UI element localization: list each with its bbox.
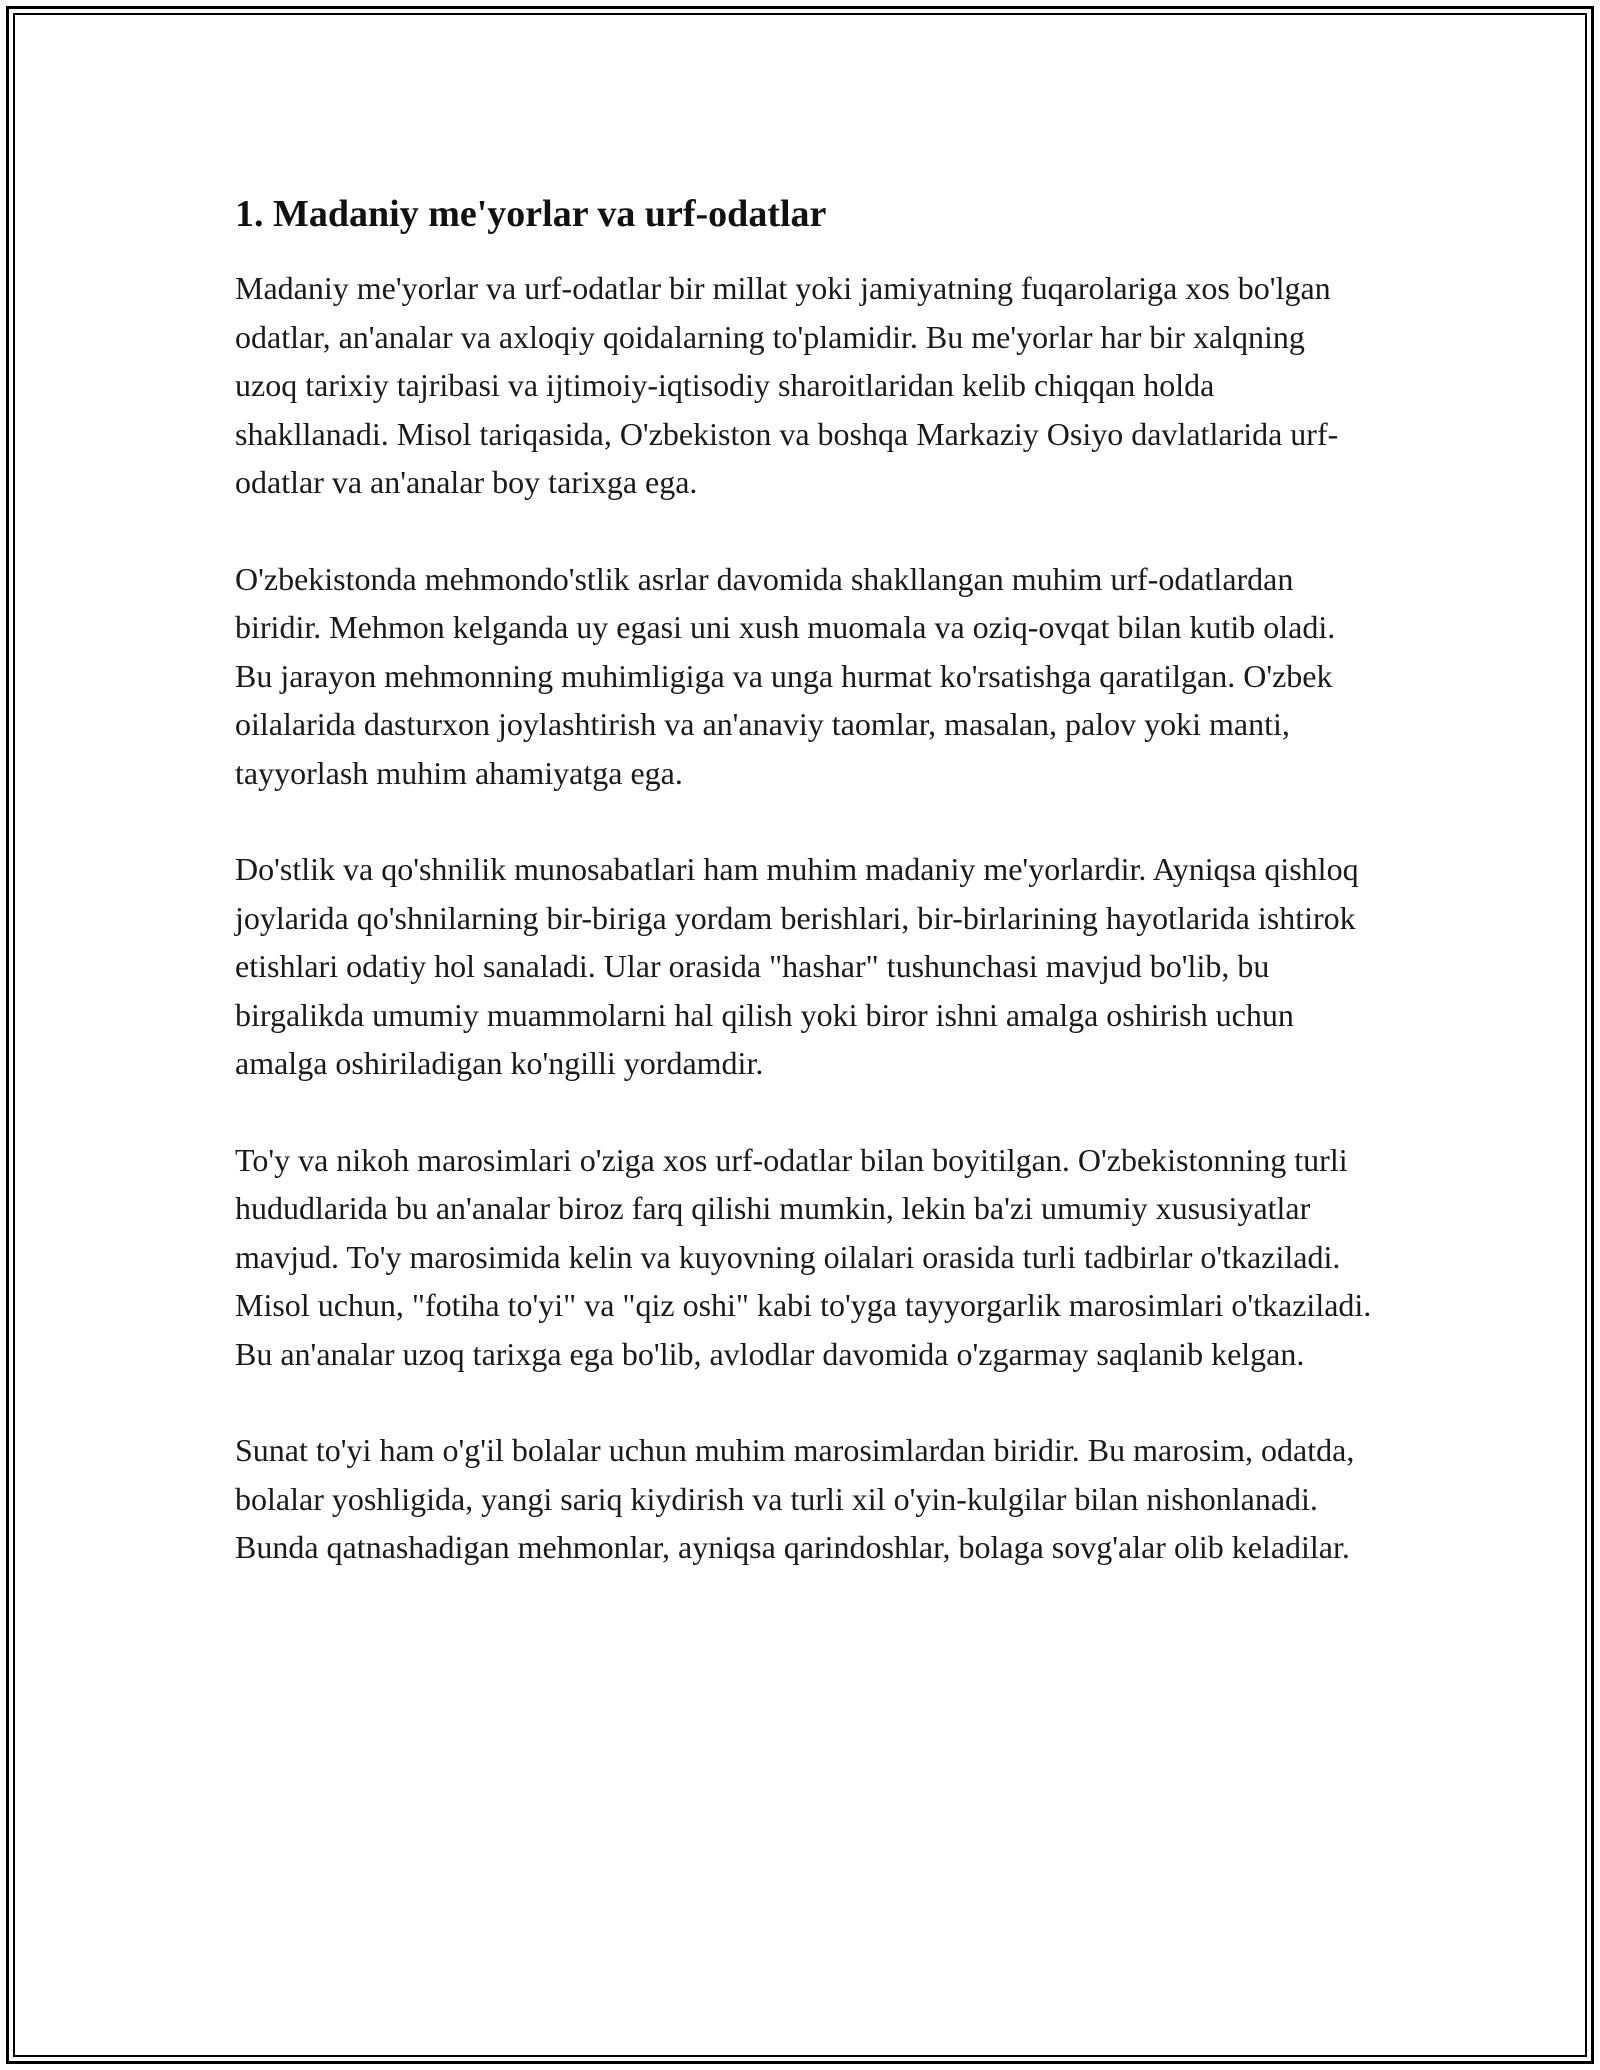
paragraph-cultural-norms: Madaniy me'yorlar va urf-odatlar bir millat yoki jamiyatning fuqarolariga xos bo'lgan odatlar, an'analar va axloqiy qoidalarning to'plamidir. Bu me'yorlar har bir xalqning uzoq tarixiy tajribasi va ijtimoiy-iqtisodiy sharoitlaridan kelib chiqqan holda shakllanadi. Misol tariqasida, O'zbekiston va boshqa Markaziy Osiyo davlatlarida urf-odatlar va an'analar boy tarixga ega. <box>235 270 1339 500</box>
section-title: 1. Madaniy me'yorlar va urf-odatlar <box>235 193 827 235</box>
document-body <box>235 188 1375 1572</box>
paragraph-wedding-ceremonies: To'y va nikoh marosimlari o'ziga xos urf-odatlar bilan boyitilgan. O'zbekistonning turli hududlarida bu an'analar biroz farq qilishi mumkin, lekin ba'zi umumiy xususiyatlar mavjud. To'y marosimida kelin va kuyovning oilalari orasida turli tadbirlar o'tkaziladi. Misol uchun, "fotiha to'yi" va "qiz oshi" kabi to'yga tayyorgarlik marosimlari o'tkaziladi. Bu an'analar uzoq tarixga ega bo'lib, avlodlar davomida o'zgarmay saqlanib kelgan. <box>235 1141 1372 1372</box>
paragraph-neighborliness: Do'stlik va qo'shnilik munosabatlari ham muhim madaniy me'yorlardir. Ayniqsa qishloq joylarida qo'shnilarning bir-biriga yordam berishlari, bir-birlarining hayotlarida ishtirok etishlari odatiy hol sanaladi. Ular orasida "hashar" tushunchasi mavjud bo'lib, bu birgalikda umumiy muammolarni hal qilish yoki biror ishni amalga oshirish uchun amalga oshiriladigan ko'ngilli yordamdir. <box>235 851 1359 1081</box>
paragraph-hospitality: O'zbekistonda mehmondo'stlik asrlar davomida shakllangan muhim urf-odatlardan biridir. Mehmon kelganda uy egasi uni xush muomala va oziq-ovqat bilan kutib oladi. Bu jarayon mehmonning muhimligiga va unga hurmat ko'rsatishga qaratilgan. O'zbek oilalarida dasturxon joylashtirish va an'anaviy taomlar, masalan, palov yoki manti, tayyorlash muhim ahamiyatga ega. <box>235 560 1336 791</box>
paragraph-circumcision-ceremony: Sunat to'yi ham o'g'il bolalar uchun muhim marosimlardan biridir. Bu marosim, odatda, bolalar yoshligida, yangi sariq kiydirish va turli xil o'yin-kulgilar bilan nishonlanadi. Bunda qatnashadigan mehmonlar, ayniqsa qarindoshlar, bolaga sovg'alar olib keladilar. <box>235 1432 1355 1565</box>
